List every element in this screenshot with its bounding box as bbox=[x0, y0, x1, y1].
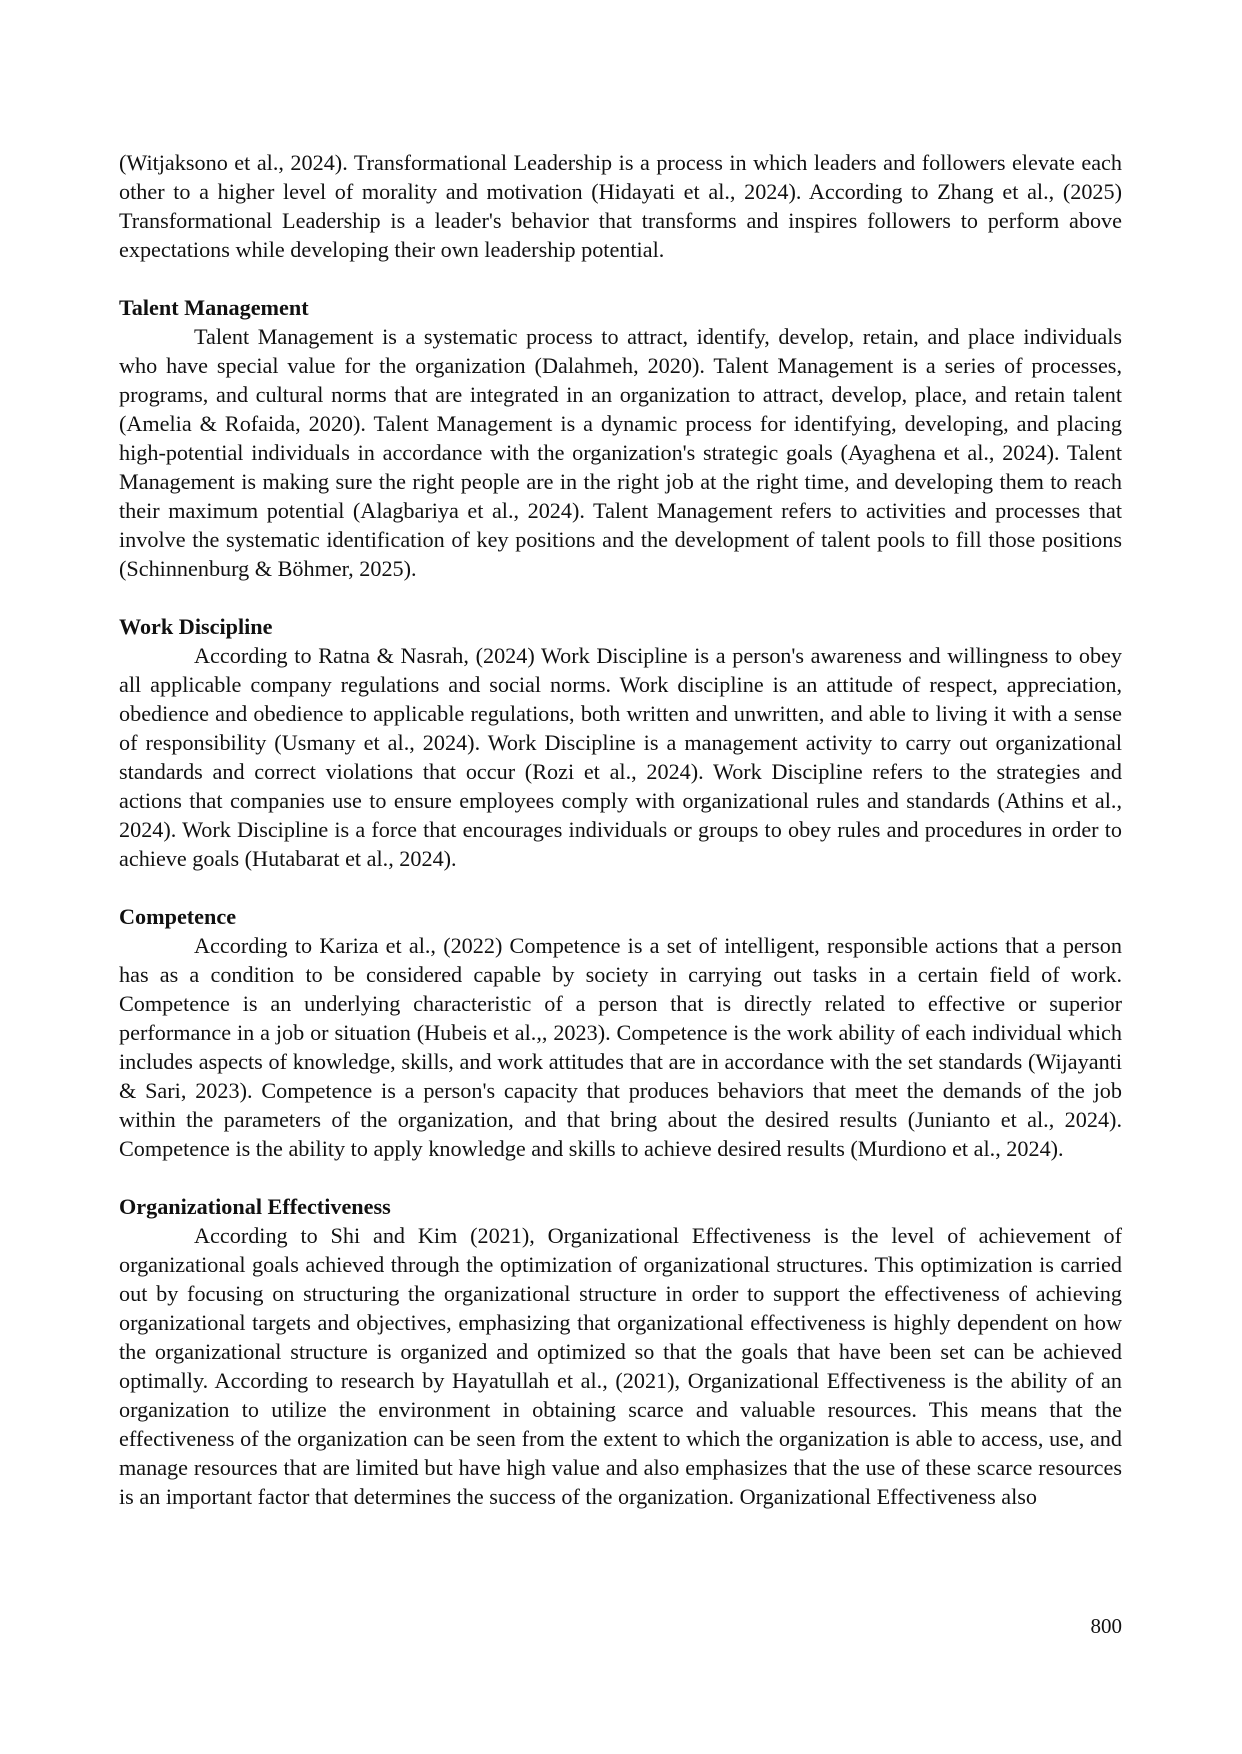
section-paragraph: According to Kariza et al., (2022) Competence is a set of intelligent, responsible actions that a person has as a condition to be considered capable by society in carrying out tasks in a certain field of work. Competence is an underlying characteristic of a person that is directly related to effective or superior performance in a job or situation (Hubeis et al.,, 2023). Competence is the work ability of each individual which includes aspects of knowledge, skills, and work attitudes that are in accordance with the set standards (Wijayanti & Sari, 2023). Competence is a person's capacity that produces behaviors that meet the demands of the job within the parameters of the organization, and that bring about the desired results (Junianto et al., 2024). Competence is the ability to apply knowledge and skills to achieve desired results (Murdiono et al., 2024). bbox=[119, 933, 1122, 1161]
section-paragraph: According to Shi and Kim (2021), Organizational Effectiveness is the level of achievement of organizational goals achieved through the optimization of organizational structures. This optimization is carried out by focusing on structuring the organizational structure in order to support the effectiveness of achieving organizational targets and objectives, emphasizing that organizational effectiveness is highly dependent on how the organizational structure is organized and optimized so that the goals that have been set can be achieved optimally. According to research by Hayatullah et al., (2021), Organizational Effectiveness is the ability of an organization to utilize the environment in obtaining scarce and valuable resources. This means that the effectiveness of the organization can be seen from the extent to which the organization is able to access, use, and manage resources that are limited but have high value and also emphasizes that the use of these scarce resources is an important factor that determines the success of the organization. Organizational Effectiveness also bbox=[119, 1223, 1122, 1509]
section-heading: Competence bbox=[119, 904, 237, 929]
section-heading: Organizational Effectiveness bbox=[119, 1194, 391, 1219]
section-competence bbox=[119, 902, 1122, 1163]
section-paragraph: According to Ratna & Nasrah, (2024) Work Discipline is a person's awareness and willingness to obey all applicable company regulations and social norms. Work discipline is an attitude of respect, appreciation, obedience and obedience to applicable regulations, both written and unwritten, and able to living it with a sense of responsibility (Usmany et al., 2024). Work Discipline is a management activity to carry out organizational standards and correct violations that occur (Rozi et al., 2024). Work Discipline refers to the strategies and actions that companies use to ensure employees comply with organizational rules and standards (Athins et al., 2024). Work Discipline is a force that encourages individuals or groups to obey rules and procedures in order to achieve goals (Hutabarat et al., 2024). bbox=[119, 643, 1122, 871]
section-talent-management bbox=[119, 293, 1122, 583]
section-heading: Talent Management bbox=[119, 295, 309, 320]
section-heading: Work Discipline bbox=[119, 614, 273, 639]
page-content bbox=[119, 148, 1122, 1540]
page-number: 800 bbox=[1090, 1614, 1122, 1638]
intro-paragraph: (Witjaksono et al., 2024). Transformational Leadership is a process in which leaders and followers elevate each other to a higher level of morality and motivation (Hidayati et al., 2024). According to Zhang et al., (2025) Transformational Leadership is a leader's behavior that transforms and inspires followers to perform above expectations while developing their own leadership potential. bbox=[119, 150, 1122, 262]
section-work-discipline bbox=[119, 612, 1122, 873]
section-organizational-effectiveness bbox=[119, 1192, 1122, 1511]
section-paragraph: Talent Management is a systematic process to attract, identify, develop, retain, and place individuals who have special value for the organization (Dalahmeh, 2020). Talent Management is a series of processes, programs, and cultural norms that are integrated in an organization to attract, develop, place, and retain talent (Amelia & Rofaida, 2020). Talent Management is a dynamic process for identifying, developing, and placing high-potential individuals in accordance with the organization's strategic goals (Ayaghena et al., 2024). Talent Management is making sure the right people are in the right job at the right time, and developing them to reach their maximum potential (Alagbariya et al., 2024). Talent Management refers to activities and processes that involve the systematic identification of key positions and the development of talent pools to fill those positions (Schinnenburg & Böhmer, 2025). bbox=[119, 324, 1122, 581]
